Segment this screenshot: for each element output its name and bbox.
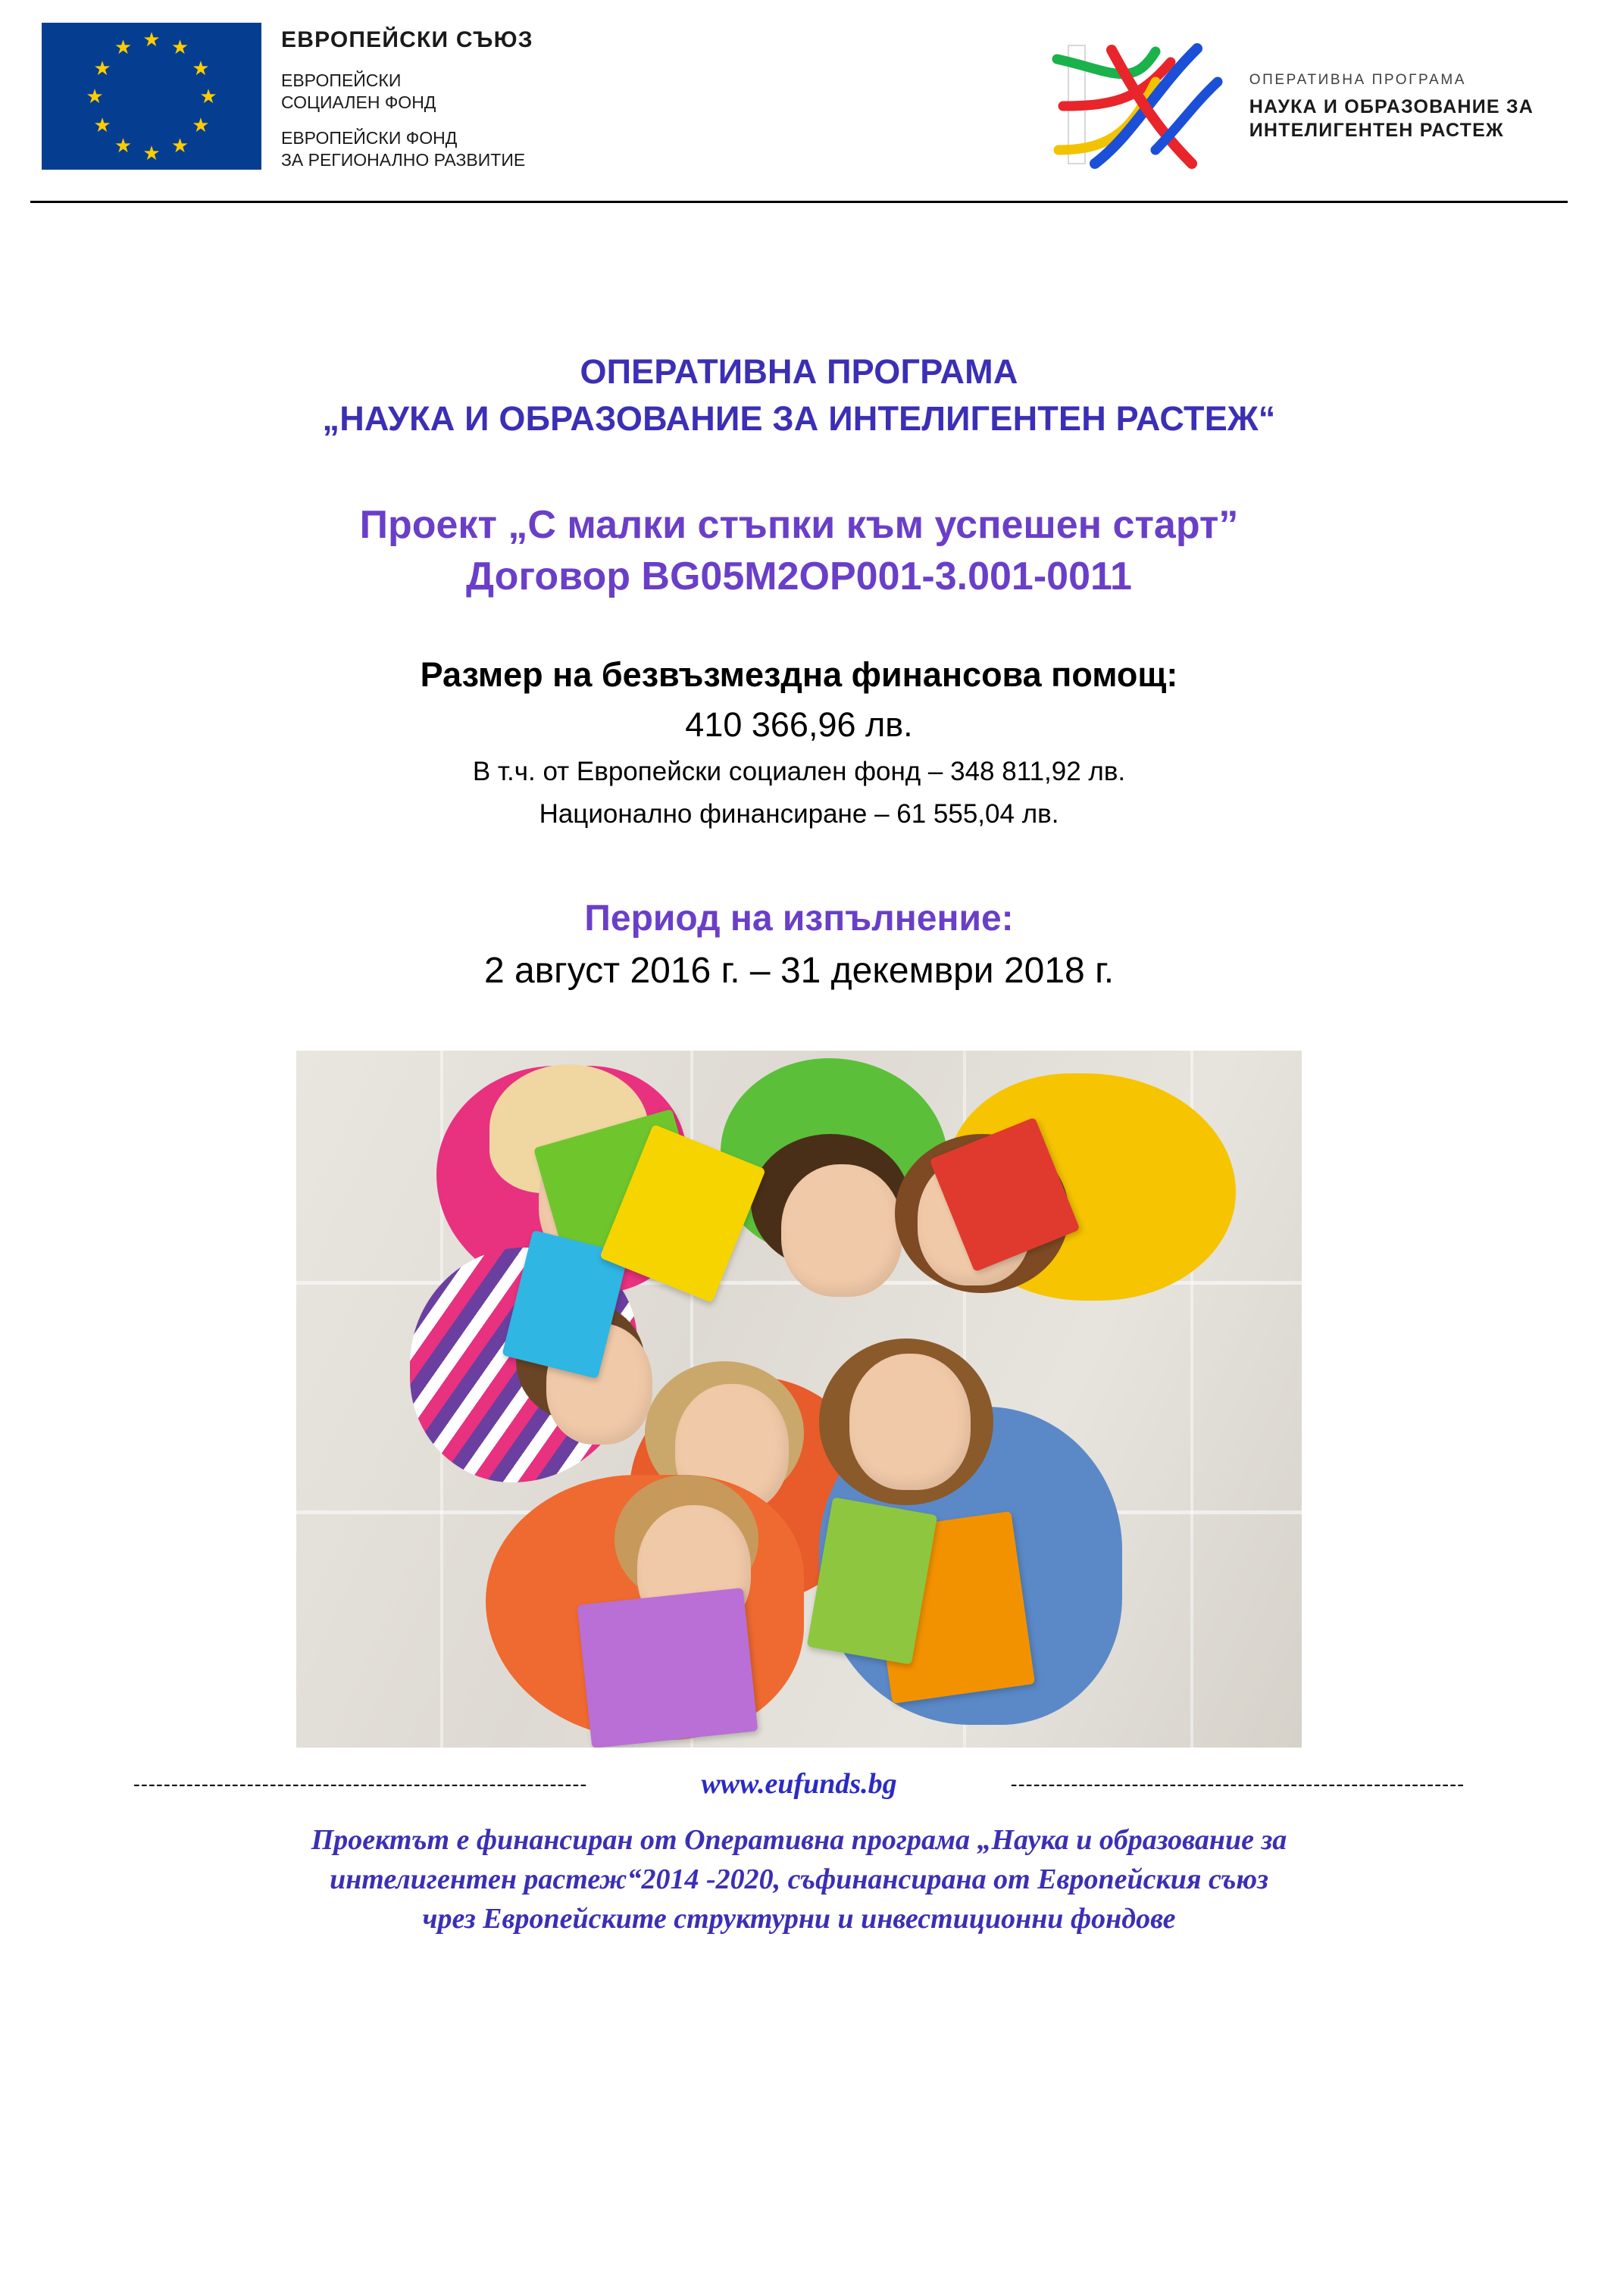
eu-text-block <box>281 23 533 185</box>
eu-esf-label <box>281 70 533 114</box>
document-header <box>0 0 1598 220</box>
header-divider <box>30 201 1568 203</box>
op-science-education-logo-icon <box>1042 36 1231 173</box>
footer-disclaimer <box>30 1820 1568 1938</box>
period-value: 2 август 2016 г. – 31 декември 2018 г. <box>483 951 1115 991</box>
grant-national-line: Национално финансиране – 61 555,04 лв. <box>539 799 1059 829</box>
program-title <box>68 348 1530 442</box>
period-label: Период на изпълнение: <box>584 898 1014 939</box>
op-text-block <box>1249 67 1534 142</box>
op-program-block <box>1042 23 1556 173</box>
footer-rule-row <box>30 1767 1568 1801</box>
footer-dashes-left: ------------------------------------------------------------ <box>133 1772 588 1795</box>
eu-title: ЕВРОПЕЙСКИ СЪЮЗ <box>281 27 533 52</box>
footer-dashes-right: ------------------------------------------------------------ <box>1010 1772 1465 1795</box>
grant-esf-line: В т.ч. от Европейски социален фонд – 348 811,92 лв. <box>472 757 1126 786</box>
eu-erdf-label-line1: ЕВРОПЕЙСКИ ФОНД <box>281 128 458 148</box>
program-title-line2: „НАУКА И ОБРАЗОВАНИЕ ЗА ИНТЕЛИГЕНТЕН РАСТЕЖ“ <box>322 399 1276 438</box>
project-title <box>68 499 1530 602</box>
project-contract-number: Договор BG05M2OP001-3.001-0011 <box>466 554 1132 598</box>
eufunds-link[interactable]: www.eufunds.bg <box>701 1768 897 1800</box>
eu-esf-label-line1: ЕВРОПЕЙСКИ <box>281 70 402 90</box>
document-main <box>0 348 1598 1748</box>
eu-erdf-label-line2: ЗА РЕГИОНАЛНО РАЗВИТИЕ <box>281 150 526 170</box>
children-photo <box>296 1051 1302 1748</box>
eu-flag-icon <box>42 23 261 170</box>
eu-stars-circle: ★ ★ ★ ★ ★ ★ ★ ★ ★ ★ ★ ★ <box>86 28 217 164</box>
op-big-label <box>1249 95 1534 142</box>
program-title-line1: ОПЕРАТИВНА ПРОГРАМА <box>580 352 1018 391</box>
header-logos-row <box>42 23 1556 197</box>
footer-disclaimer-line2: интелигентен растеж“2014 -2020, съфинансирана от Европейския съюз <box>330 1863 1268 1895</box>
document-footer <box>0 1767 1598 1954</box>
op-big-label-line1: НАУКА И ОБРАЗОВАНИЕ ЗА <box>1249 95 1534 117</box>
footer-disclaimer-line3: чрез Европейските структурни и инвестиционни фондове <box>422 1903 1176 1935</box>
project-title-line1: Проект „С малки стъпки към успешен старт” <box>359 503 1239 547</box>
grant-amount-value: 410 366,96 лв. <box>685 705 913 744</box>
op-big-label-line2: ИНТЕЛИГЕНТЕН РАСТЕЖ <box>1249 119 1504 141</box>
grant-amount-label: Размер на безвъзмездна финансова помощ: <box>420 655 1178 694</box>
footer-disclaimer-line1: Проектът е финансиран от Оперативна програма „Наука и образование за <box>311 1824 1287 1856</box>
op-small-label: ОПЕРАТИВНА ПРОГРАМА <box>1249 71 1467 88</box>
eu-erdf-label <box>281 127 533 171</box>
eu-esf-label-line2: СОЦИАЛЕН ФОНД <box>281 92 436 112</box>
eu-emblem-block <box>42 23 533 185</box>
